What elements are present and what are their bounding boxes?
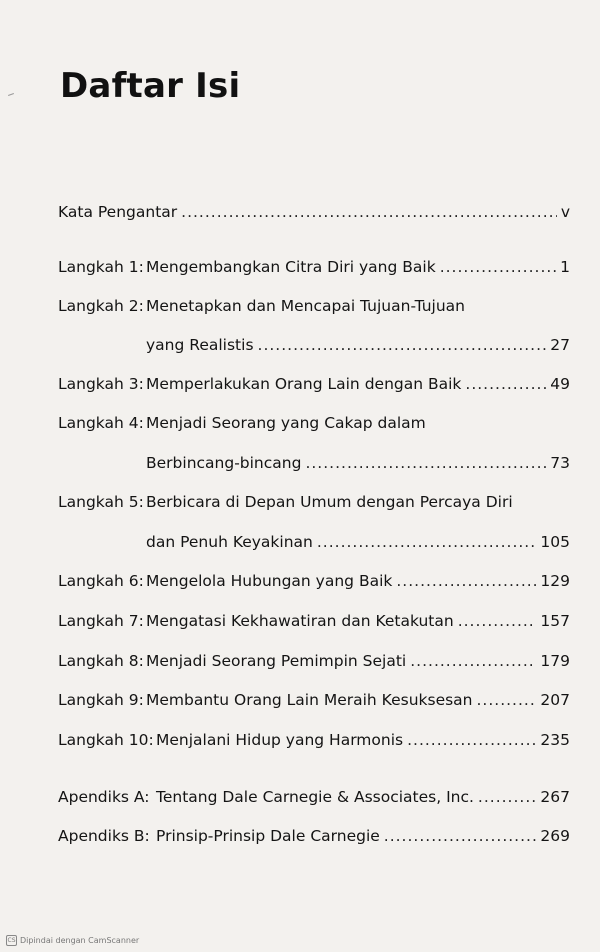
dot-leader <box>440 257 556 277</box>
dot-leader <box>181 202 557 222</box>
dot-leader <box>478 787 536 807</box>
entry-prefix: Langkah 1: <box>58 258 144 276</box>
entry-text: Prinsip-Prinsip Dale Carnegie <box>156 827 380 845</box>
dot-leader <box>305 453 546 473</box>
page-number: 129 <box>540 572 570 590</box>
page-number: 235 <box>540 731 570 749</box>
toc-entry <box>58 787 570 807</box>
entry-prefix: Langkah 6: <box>58 572 144 590</box>
page-number: 207 <box>540 691 570 709</box>
page-number: 105 <box>540 533 570 551</box>
dot-leader <box>396 571 536 591</box>
page-number: 269 <box>540 827 570 845</box>
watermark-text: Dipindai dengan CamScanner <box>20 936 140 945</box>
entry-prefix: Langkah 7: <box>58 612 144 630</box>
entry-text: yang Realistis <box>146 336 254 354</box>
page-number: 179 <box>540 652 570 670</box>
dot-leader <box>477 690 537 710</box>
entry-text: Mengatasi Kekhawatiran dan Ketakutan <box>146 612 454 630</box>
dot-leader <box>407 730 536 750</box>
entry-prefix: Langkah 10: <box>58 731 154 749</box>
toc-entry-continuation <box>146 453 570 473</box>
dot-leader <box>410 651 536 671</box>
toc-entry-continuation <box>146 335 570 355</box>
entry-prefix: Apendiks B: <box>58 827 150 845</box>
page-number: 1 <box>560 258 570 276</box>
entry-text: dan Penuh Keyakinan <box>146 533 313 551</box>
entry-prefix: Langkah 2: <box>58 297 144 315</box>
entry-prefix: Langkah 8: <box>58 652 144 670</box>
entry-text: Memperlakukan Orang Lain dengan Baik <box>146 375 462 393</box>
entry-text: Berbincang-bincang <box>146 454 302 472</box>
toc-entry <box>58 571 570 591</box>
toc-entry-continuation <box>146 532 570 552</box>
entry-text: Mengelola Hubungan yang Baik <box>146 572 393 590</box>
toc-entry <box>58 374 570 394</box>
entry-text: Kata Pengantar <box>58 203 178 221</box>
toc-entry <box>58 413 570 433</box>
dot-leader <box>465 374 546 394</box>
toc-entry <box>58 651 570 671</box>
page-number: 49 <box>550 375 570 393</box>
entry-prefix: Langkah 4: <box>58 414 144 432</box>
toc-entry <box>58 690 570 710</box>
toc-entry <box>58 611 570 631</box>
camscanner-icon: CS <box>7 937 16 944</box>
toc-entry <box>58 257 570 277</box>
entry-text: Menetapkan dan Mencapai Tujuan-Tujuan <box>146 297 465 315</box>
page-number: v <box>560 203 570 221</box>
entry-text: Tentang Dale Carnegie & Associates, Inc. <box>156 788 474 806</box>
entry-prefix: Langkah 3: <box>58 375 144 393</box>
page-number: 157 <box>540 612 570 630</box>
toc-entry <box>58 730 570 750</box>
toc-entry <box>58 202 570 222</box>
entry-text: Mengembangkan Citra Diri yang Baik <box>146 258 436 276</box>
entry-text: Menjalani Hidup yang Harmonis <box>156 731 404 749</box>
page-title: Daftar Isi <box>60 66 241 106</box>
toc-entry <box>58 296 570 316</box>
toc-entry <box>58 826 570 846</box>
scanner-watermark <box>6 935 139 946</box>
dot-leader <box>258 335 547 355</box>
page-number: 267 <box>540 788 570 806</box>
entry-prefix: Apendiks A: <box>58 788 150 806</box>
dot-leader <box>317 532 537 552</box>
entry-text: Menjadi Seorang Pemimpin Sejati <box>146 652 407 670</box>
entry-text: Membantu Orang Lain Meraih Kesuksesan <box>146 691 473 709</box>
entry-prefix: Langkah 9: <box>58 691 144 709</box>
toc-entry <box>58 492 570 512</box>
dot-leader <box>458 611 537 631</box>
entry-prefix: Langkah 5: <box>58 493 144 511</box>
page-number: 73 <box>550 454 570 472</box>
entry-text: Berbicara di Depan Umum dengan Percaya Diri <box>146 493 513 511</box>
entry-text: Menjadi Seorang yang Cakap dalam <box>146 414 426 432</box>
dot-leader <box>384 826 537 846</box>
page-number: 27 <box>550 336 570 354</box>
